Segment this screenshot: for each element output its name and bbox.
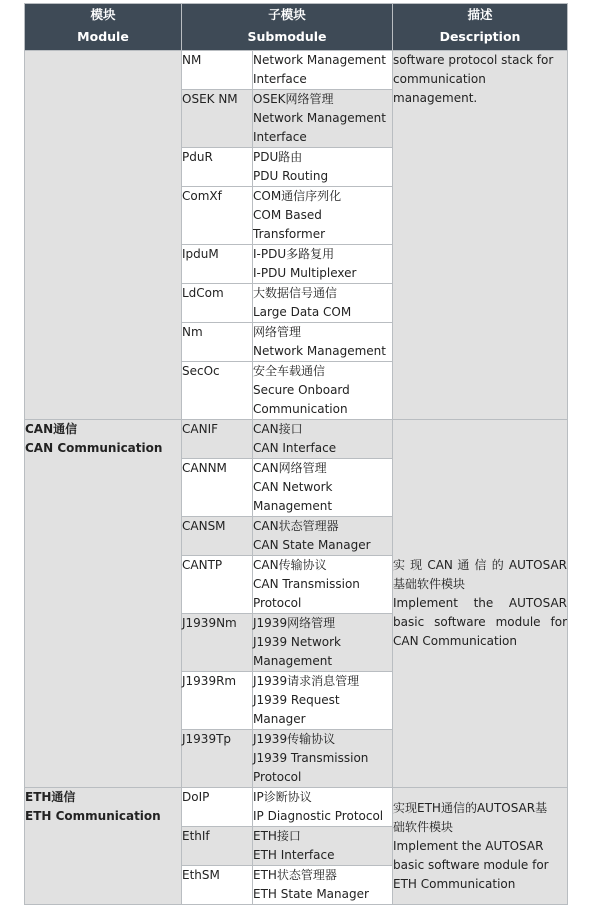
submodule-name-line: Network Management xyxy=(253,111,386,125)
submodule-code: ComXf xyxy=(182,187,253,245)
header-desc-zh: 描述 xyxy=(467,7,493,22)
submodule-name xyxy=(253,323,393,362)
submodule-code: LdCom xyxy=(182,284,253,323)
submodule-name-line: 安全车载通信 xyxy=(253,364,326,378)
submodule-code: DoIP xyxy=(182,788,253,827)
description-line: ETH Communication xyxy=(393,876,516,891)
submodule-name xyxy=(253,672,393,730)
submodule-name-line: J1939 Request xyxy=(253,693,340,707)
header-description xyxy=(393,4,568,51)
description-cell-com xyxy=(393,51,568,420)
submodule-name-line: Protocol xyxy=(253,596,302,610)
header-module-zh: 模块 xyxy=(90,7,116,22)
submodule-name xyxy=(253,459,393,517)
module-cell-com xyxy=(25,51,182,420)
description-line: CAN Communication xyxy=(393,634,517,648)
submodule-name-line: CAN Interface xyxy=(253,441,337,455)
description-line: 基础软件模块 xyxy=(393,577,466,591)
table-header-row xyxy=(25,4,568,51)
submodule-code: CANNM xyxy=(182,459,253,517)
submodule-name-line: Large Data COM xyxy=(253,305,352,319)
module-zh: ETH通信 xyxy=(25,790,76,804)
header-submodule-en: Submodule xyxy=(247,29,327,44)
header-submodule xyxy=(182,4,393,51)
submodule-name-line: CAN Network xyxy=(253,480,333,494)
submodule-name-line: CAN State Manager xyxy=(253,538,371,552)
description-line: 实 现 CAN 通 信 的 AUTOSAR xyxy=(393,558,568,572)
submodule-name-line: J1939 Network xyxy=(253,635,341,649)
description-line: communication xyxy=(393,72,486,86)
submodule-name-line: Manager xyxy=(253,712,306,726)
table-row xyxy=(25,788,568,827)
submodule-name xyxy=(253,90,393,148)
submodule-name-line: J1939 Transmission xyxy=(253,751,369,765)
submodule-name-line: CAN Transmission xyxy=(253,577,360,591)
submodule-code: SecOc xyxy=(182,362,253,420)
submodule-name-line: Management xyxy=(253,499,333,513)
module-cell-eth xyxy=(25,788,182,905)
submodule-name-line: IP Diagnostic Protocol xyxy=(253,809,384,823)
submodule-code: CANIF xyxy=(182,420,253,459)
submodule-name xyxy=(253,517,393,556)
description-cell-can xyxy=(393,420,568,788)
submodule-name xyxy=(253,245,393,284)
submodule-name xyxy=(253,614,393,672)
submodule-name-line: COM通信序列化 xyxy=(253,189,342,203)
submodule-name-line: COM Based xyxy=(253,208,322,222)
table-row xyxy=(25,420,568,459)
submodule-name xyxy=(253,556,393,614)
description-line: management. xyxy=(393,91,478,105)
submodule-name xyxy=(253,187,393,245)
submodule-name-line: I-PDU多路复用 xyxy=(253,247,335,261)
submodule-name-line: ETH State Manager xyxy=(253,887,369,901)
module-en: CAN Communication xyxy=(25,441,163,455)
submodule-name-line: ETH Interface xyxy=(253,848,335,862)
submodule-name-line: Transformer xyxy=(253,227,326,241)
submodule-name-line: PDU Routing xyxy=(253,169,329,183)
submodule-name-line: J1939传输协议 xyxy=(253,732,336,746)
description-line: Implement the AUTOSAR xyxy=(393,596,568,610)
submodule-name-line: PDU路由 xyxy=(253,150,303,164)
submodule-code: NM xyxy=(182,51,253,90)
submodule-name xyxy=(253,420,393,459)
submodule-name-line: Protocol xyxy=(253,770,302,784)
submodule-name-line: CAN状态管理器 xyxy=(253,519,339,533)
submodule-name-line: I-PDU Multiplexer xyxy=(253,266,357,280)
table-row xyxy=(25,51,568,90)
description-line: basic software module for xyxy=(393,615,568,629)
submodule-code: CANTP xyxy=(182,556,253,614)
header-module-en: Module xyxy=(77,29,129,44)
submodule-name xyxy=(253,284,393,323)
submodule-name xyxy=(253,788,393,827)
submodule-code: EthSM xyxy=(182,866,253,905)
submodule-code: EthIf xyxy=(182,827,253,866)
submodule-code: OSEK NM xyxy=(182,90,253,148)
submodule-name-line: CAN网络管理 xyxy=(253,461,327,475)
description-line: Implement the AUTOSAR xyxy=(393,838,544,853)
submodule-code: J1939Rm xyxy=(182,672,253,730)
header-desc-en: Description xyxy=(439,29,521,44)
submodule-name-line: CAN接口 xyxy=(253,422,303,436)
submodule-code: J1939Tp xyxy=(182,730,253,788)
submodule-name-line: ETH状态管理器 xyxy=(253,868,337,882)
module-zh: CAN通信 xyxy=(25,422,78,436)
submodule-name-line: IP诊断协议 xyxy=(253,790,312,804)
submodule-name-line: 网络管理 xyxy=(253,325,302,339)
submodule-name xyxy=(253,730,393,788)
submodule-name-line: Network Management xyxy=(253,344,386,358)
submodule-name-line: Network Management xyxy=(253,53,386,67)
submodule-name-line: Interface xyxy=(253,130,307,144)
submodule-code: Nm xyxy=(182,323,253,362)
description-line: 实现ETH通信的AUTOSAR基 xyxy=(393,800,548,815)
submodule-code: CANSM xyxy=(182,517,253,556)
submodule-name xyxy=(253,866,393,905)
submodule-name xyxy=(253,51,393,90)
submodule-code: J1939Nm xyxy=(182,614,253,672)
description-line: 础软件模块 xyxy=(393,819,454,834)
header-submodule-zh: 子模块 xyxy=(268,7,306,22)
submodule-name-line: J1939网络管理 xyxy=(253,616,336,630)
autosar-module-table xyxy=(24,3,568,905)
description-cell-eth xyxy=(393,788,568,905)
submodule-name-line: ETH接口 xyxy=(253,829,301,843)
submodule-code: PduR xyxy=(182,148,253,187)
submodule-name-line: Communication xyxy=(253,402,348,416)
module-cell-can xyxy=(25,420,182,788)
module-en: ETH Communication xyxy=(25,809,161,823)
submodule-name xyxy=(253,362,393,420)
submodule-name xyxy=(253,827,393,866)
submodule-name-line: OSEK网络管理 xyxy=(253,92,334,106)
submodule-name xyxy=(253,148,393,187)
submodule-name-line: J1939请求消息管理 xyxy=(253,674,360,688)
submodule-name-line: CAN传输协议 xyxy=(253,558,327,572)
description-line: software protocol stack for xyxy=(393,53,554,67)
submodule-code: IpduM xyxy=(182,245,253,284)
header-module xyxy=(25,4,182,51)
submodule-name-line: Secure Onboard xyxy=(253,383,350,397)
description-line: basic software module for xyxy=(393,857,549,872)
submodule-name-line: 大数据信号通信 xyxy=(253,286,338,300)
submodule-name-line: Management xyxy=(253,654,333,668)
submodule-name-line: Interface xyxy=(253,72,307,86)
